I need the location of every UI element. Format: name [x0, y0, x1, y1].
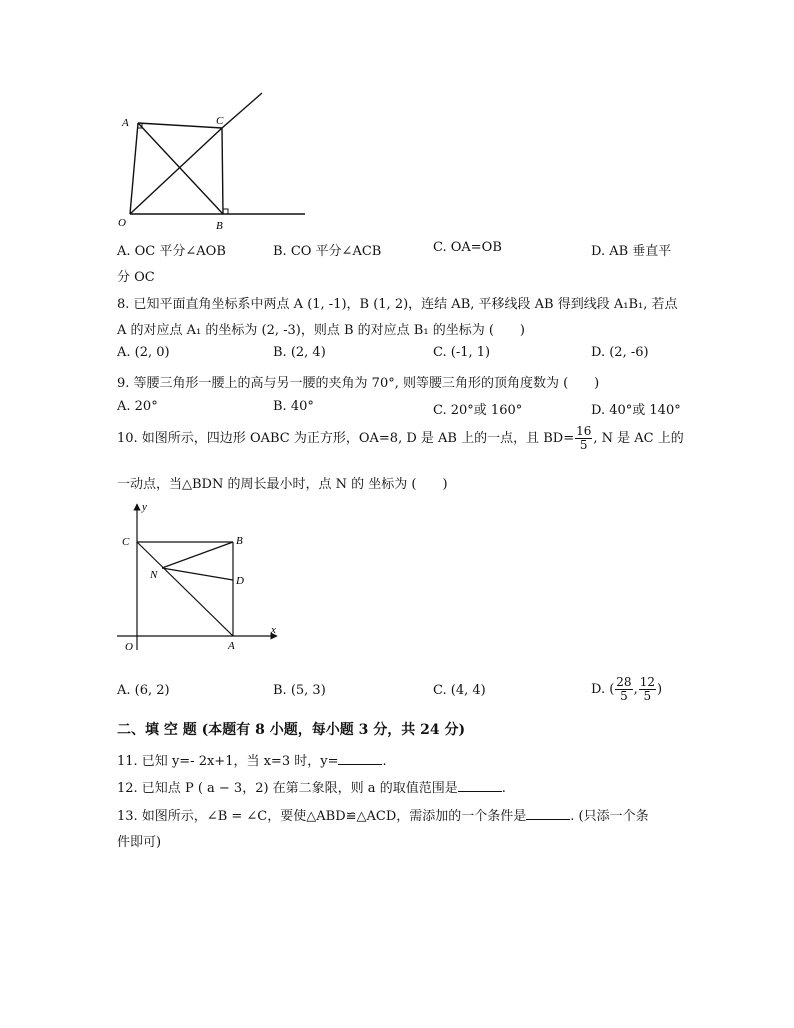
- fraction-28-5: [615, 676, 632, 703]
- q13-answer-blank[interactable]: [526, 809, 570, 820]
- q10-option-a[interactable]: A. (6, 2): [117, 683, 170, 698]
- fraction-numerator: 28: [616, 675, 632, 689]
- right-angle-mark-b: [223, 209, 228, 214]
- q10-stem-post: , N 是 AC 上的: [593, 431, 684, 446]
- q12-stem-end: .: [501, 781, 506, 796]
- label-a: A: [122, 117, 129, 129]
- q10-option-d-prefix: D. (: [591, 682, 615, 697]
- q9-option-b[interactable]: B. 40°: [273, 399, 314, 414]
- label-c: C: [122, 536, 130, 548]
- q12-stem: 12. 已知点 P ( a − 3，2) 在第二象限，则 a 的取值范围是: [117, 781, 458, 796]
- diagonal-ca: [137, 542, 233, 636]
- label-y: y: [142, 501, 147, 513]
- fraction-denominator: 5: [579, 438, 588, 452]
- q12-answer-blank[interactable]: [458, 781, 502, 792]
- label-b: B: [216, 220, 223, 232]
- segment-ac: [138, 123, 222, 128]
- label-o: O: [125, 641, 133, 653]
- q10-option-c[interactable]: C. (4, 4): [433, 683, 486, 698]
- segment-oa: [130, 123, 138, 214]
- label-b: B: [236, 535, 243, 547]
- q10-option-d[interactable]: [591, 670, 662, 710]
- fraction-denominator: 5: [620, 689, 628, 703]
- q12: [117, 777, 506, 796]
- q7-option-d-continued: 分 OC: [117, 270, 155, 285]
- section-2-title: 二、填 空 题 (本题有 8 小题，每小题 3 分，共 24 分): [117, 722, 466, 738]
- q9-option-a[interactable]: A. 20°: [117, 399, 158, 414]
- q8-stem-line1: 8. 已知平面直角坐标系中两点 A (1, -1)，B (1, 2)，连结 AB, 平移线段 AB 得到线段 A₁B₁, 若点: [117, 297, 678, 312]
- q8-option-d[interactable]: D. (2, -6): [591, 345, 649, 360]
- fraction-16-5: [575, 425, 592, 452]
- label-o: O: [118, 217, 126, 229]
- q10-figure: [112, 498, 284, 656]
- q8-stem-line2: A 的对应点 A₁ 的坐标为 (2, -3)，则点 B 的对应点 B₁ 的坐标为 ( ): [117, 323, 525, 338]
- q10-stem-pre: 10. 如图所示，四边形 OABC 为正方形，OA=8, D 是 AB 上的一点，且 BD=: [117, 431, 575, 446]
- q8-option-a[interactable]: A. (2, 0): [117, 345, 170, 360]
- ray-c-extension: [222, 93, 262, 128]
- q11-answer-blank[interactable]: [338, 754, 382, 765]
- fraction-numerator: 12: [639, 675, 655, 689]
- segment-cb: [222, 128, 223, 214]
- q9-stem: 9. 等腰三角形一腰上的高与另一腰的夹角为 70°, 则等腰三角形的顶角度数为 ( ): [117, 376, 600, 391]
- q7-option-a[interactable]: A. OC 平分∠AOB: [117, 244, 226, 259]
- segment-oc: [130, 128, 222, 214]
- q9-option-d[interactable]: D. 40°或 140°: [591, 403, 681, 418]
- q10-option-d-comma: ,: [633, 682, 638, 697]
- segment-nb: [162, 542, 233, 568]
- segment-ab: [138, 123, 223, 214]
- q13-stem: 13. 如图所示，∠B = ∠C，要使△ABD≌△ACD，需添加的一个条件是: [117, 809, 527, 824]
- segment-nd: [162, 568, 233, 580]
- q7-option-c[interactable]: C. OA=OB: [433, 240, 502, 255]
- q10-stem-line2: 一动点，当△BDN 的周长最小时，点 N 的 坐标为 ( ): [117, 477, 448, 492]
- q7-option-b[interactable]: B. CO 平分∠ACB: [273, 244, 382, 259]
- label-c: C: [216, 115, 224, 127]
- q10-option-d-suffix: ): [657, 682, 663, 697]
- label-n: N: [150, 569, 158, 581]
- q13-line1: [117, 805, 649, 824]
- q8-option-c[interactable]: C. (-1, 1): [433, 345, 491, 360]
- q9-option-c[interactable]: C. 20°或 160°: [433, 403, 523, 418]
- q7-option-d[interactable]: D. AB 垂直平: [591, 244, 672, 259]
- q11: [117, 750, 387, 769]
- q11-stem-end: .: [382, 754, 387, 769]
- q13-line2: 件即可): [117, 835, 162, 850]
- fraction-denominator: 5: [643, 689, 652, 703]
- q13-stem-end: . (只添一个条: [570, 809, 649, 824]
- q8-option-b[interactable]: B. (2, 4): [273, 345, 326, 360]
- q11-stem: 11. 已知 y=- 2x+1，当 x=3 时，y=: [117, 754, 339, 769]
- q10-stem-line1: [117, 425, 684, 452]
- q10-option-b[interactable]: B. (5, 3): [273, 683, 326, 698]
- q7-figure: [110, 88, 310, 236]
- fraction-numerator: 16: [576, 424, 592, 438]
- label-d: D: [236, 575, 244, 587]
- label-a: A: [228, 640, 235, 652]
- fraction-12-5: [639, 676, 656, 703]
- label-x: x: [271, 624, 276, 636]
